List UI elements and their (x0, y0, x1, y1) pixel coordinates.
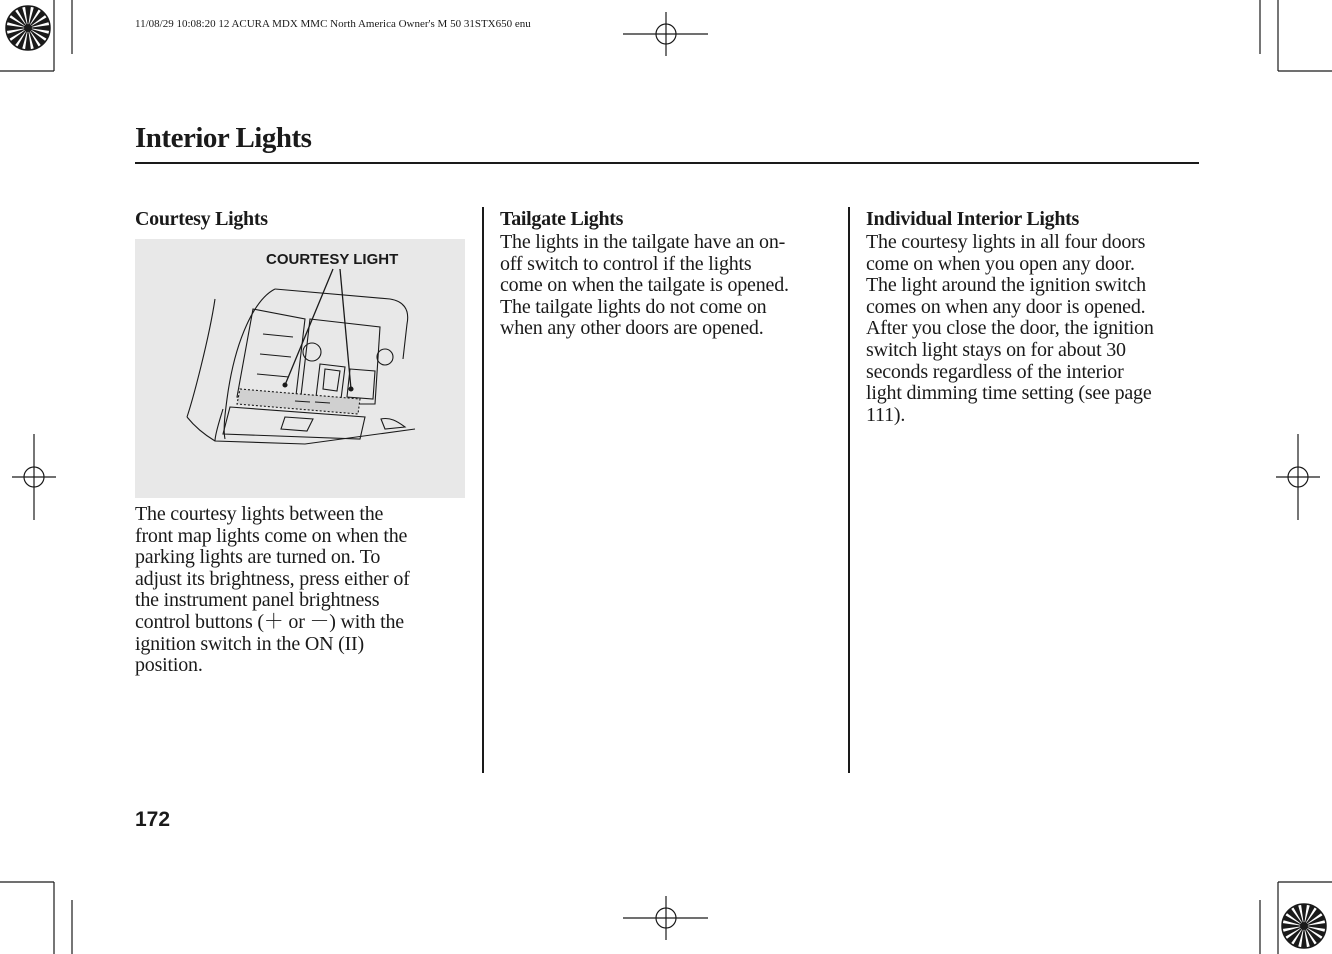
section-heading-individual-interior-lights: Individual Interior Lights (866, 208, 1080, 230)
text-line: when any other doors are opened. (500, 317, 764, 340)
page-title: Interior Lights (135, 122, 312, 154)
text-line: come on when you open any door. (866, 252, 1135, 275)
courtesy-lights-text (135, 504, 475, 677)
text-line: comes on when any door is opened. (866, 295, 1146, 318)
text-line: ignition switch in the ON (II) (135, 632, 364, 655)
text-line: The courtesy lights in all four doors (866, 231, 1146, 253)
text-line: parking lights are turned on. To (135, 546, 381, 569)
text-line: 111). (866, 403, 906, 426)
page-number: 172 (135, 808, 171, 831)
text-line: control buttons (＋ or －) with the (135, 610, 404, 633)
figure-callout-label: COURTESY LIGHT (266, 251, 399, 268)
text-line: light dimming time setting (see page (866, 382, 1152, 405)
text-line: The light around the ignition switch (866, 274, 1146, 297)
text-line: come on when the tailgate is opened. (500, 274, 789, 297)
section-heading-courtesy-lights: Courtesy Lights (135, 208, 268, 230)
registration-sunburst-icon (1282, 904, 1326, 948)
text-line: The courtesy lights between the (135, 503, 384, 525)
text-line: adjust its brightness, press either of (135, 567, 410, 590)
registration-crosshair-icon (1276, 434, 1320, 520)
text-line: off switch to control if the lights (500, 252, 752, 275)
print-info-header: 11/08/29 10:08:20 12 ACURA MDX MMC North America Owner's M 50 31STX650 enu (135, 18, 531, 30)
title-rule (135, 162, 1199, 164)
column-divider (848, 207, 850, 773)
tailgate-lights-text (500, 232, 840, 340)
text-line: switch light stays on for about 30 (866, 338, 1126, 361)
text-line: The lights in the tailgate have an on- (500, 231, 786, 253)
overhead-console-illustration (135, 239, 465, 498)
courtesy-light-figure (135, 239, 465, 498)
registration-crosshair-icon (623, 896, 708, 940)
registration-crosshair-icon (623, 12, 708, 56)
text-line: The tailgate lights do not come on (500, 295, 767, 318)
column-divider (482, 207, 484, 773)
text-line: the instrument panel brightness (135, 589, 380, 612)
text-line: position. (135, 654, 203, 677)
text-line: seconds regardless of the interior (866, 360, 1124, 383)
registration-crosshair-icon (12, 434, 56, 520)
text-line: front map lights come on when the (135, 524, 408, 547)
section-heading-tailgate-lights: Tailgate Lights (500, 208, 624, 230)
registration-sunburst-icon (6, 6, 50, 50)
individual-interior-lights-text (866, 232, 1206, 426)
text-line: After you close the door, the ignition (866, 317, 1154, 340)
